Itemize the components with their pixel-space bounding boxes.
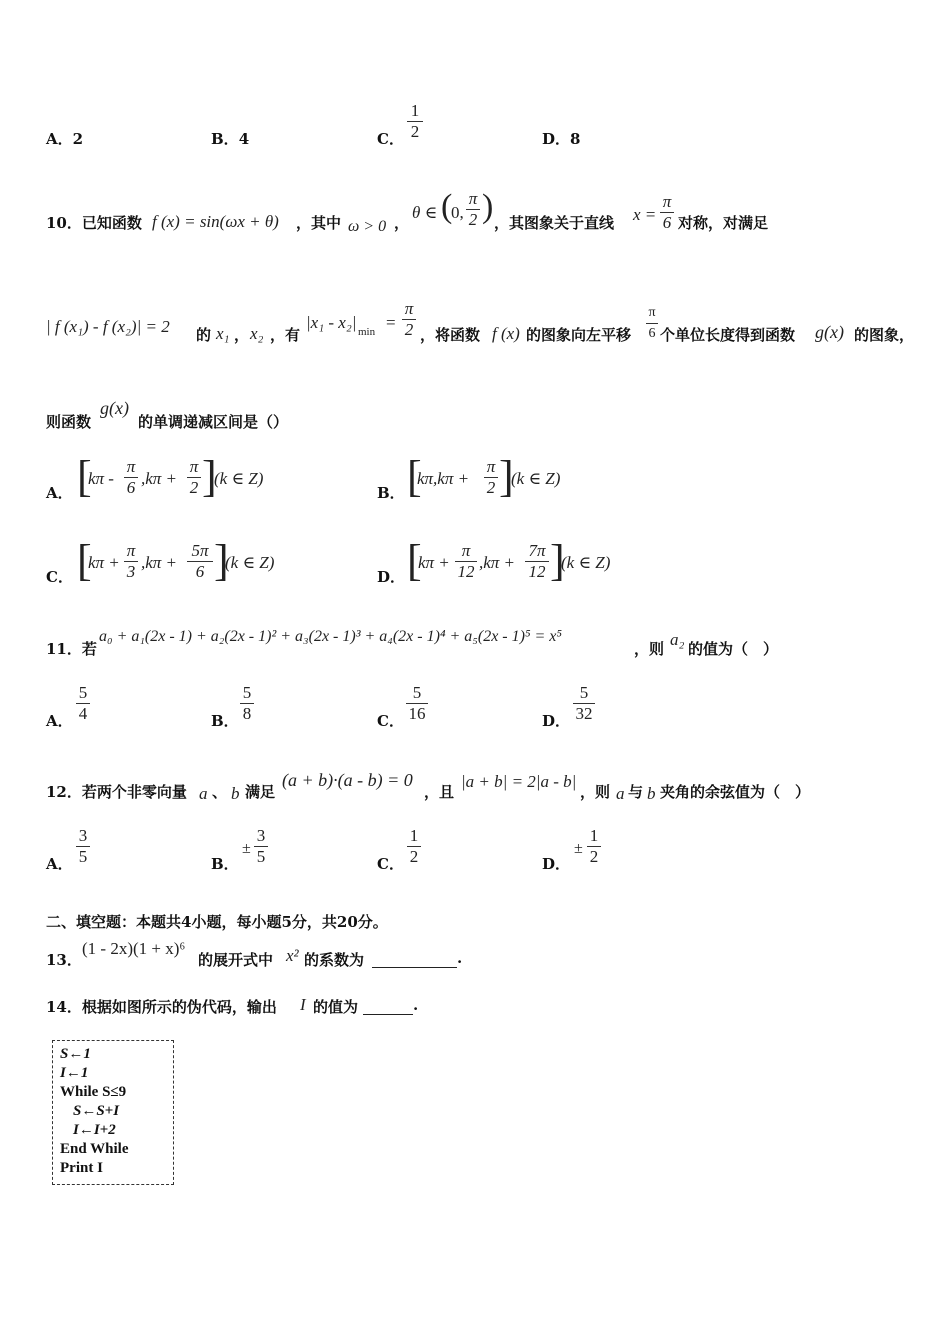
q14-text: 的值为 xyxy=(313,998,359,1016)
q10-option-b-bracket-left: [ xyxy=(407,452,422,501)
q12-condition1: (a + b)·(a - b) = 0 xyxy=(282,770,413,790)
q10-option-b-label: B． xyxy=(377,484,405,502)
q11-a2: a₂ xyxy=(670,630,685,649)
q10-text: ，其图象关于直线 xyxy=(494,214,615,232)
q11-option-c-label: C． xyxy=(377,712,404,730)
q10-text: ，其中 xyxy=(296,214,342,232)
q10-option-c-mid: ,kπ + xyxy=(141,553,178,572)
q11-option-d-label: D． xyxy=(542,712,571,730)
q10-option-b-pre: kπ,kπ + xyxy=(417,469,470,488)
q10-fx: f (x) xyxy=(492,324,520,343)
q11-option-d-fraction: 5 32 xyxy=(573,684,595,723)
q12-text: 满足 xyxy=(245,783,276,801)
q11-option-b-label: B． xyxy=(211,712,239,730)
q10-question: 的单调递减区间是（） xyxy=(138,413,289,431)
q10-option-c-bracket-right: ] xyxy=(214,536,229,585)
q11-number: 11．若 xyxy=(46,640,97,658)
q13-expression: (1 - 2x)(1 + x)⁶ xyxy=(82,939,186,958)
q10-equals: = xyxy=(386,313,396,332)
q10-text: ，将函数 xyxy=(420,326,481,344)
q10-option-a-frac1: π 6 xyxy=(124,458,138,497)
q12-option-d-fraction: 1 2 xyxy=(587,827,601,866)
q10-min-expr: |x₁ - x₂| xyxy=(306,313,357,332)
q10-option-d-pre: kπ + xyxy=(418,553,450,572)
q12-number: 12．若两个非零向量 xyxy=(46,783,187,801)
q10-option-b-post: (k ∈ Z) xyxy=(511,469,561,488)
q10-interval-start: 0, xyxy=(451,203,464,222)
section-heading: 二、填空题：本题共4小题，每小题5分，共20分。 xyxy=(46,913,388,931)
q10-paren-left: ( xyxy=(441,188,453,225)
q10-text: 个单位长度得到函数 xyxy=(660,326,796,344)
q10-option-a-frac2: π 2 xyxy=(187,458,201,497)
q10-text: 的 xyxy=(196,326,212,344)
q12-dun: 、 xyxy=(212,783,228,801)
q10-function: f (x) = sin(ωx + θ) xyxy=(152,212,279,231)
q10-x2: x₂ xyxy=(250,324,264,343)
q12-vector-b: b xyxy=(231,784,240,803)
code-line-4: S←S+I xyxy=(73,1103,120,1119)
q10-option-a-pre: kπ - xyxy=(88,469,114,488)
q12-option-d-sign: ± xyxy=(574,840,583,857)
q12-question: 夹角的余弦值为（ ） xyxy=(660,783,811,801)
q10-pi-over-2b: π 2 xyxy=(402,300,416,339)
q10-theta: θ ∈ xyxy=(412,203,438,222)
code-line-5: I←I+2 xyxy=(73,1122,116,1138)
code-line-7: Print I xyxy=(60,1160,103,1176)
q10-option-b-frac: π 2 xyxy=(484,458,498,497)
q10-option-d-frac1: π 12 xyxy=(455,542,477,581)
q10-sep: ， xyxy=(234,326,250,344)
code-line-1: S←1 xyxy=(60,1046,91,1062)
q10-gx-b: g(x) xyxy=(100,398,129,418)
q14-var-i: I xyxy=(300,995,306,1014)
q10-option-d-mid: ,kπ + xyxy=(479,553,516,572)
q10-option-d-post: (k ∈ Z) xyxy=(561,553,611,572)
code-line-2: I←1 xyxy=(60,1065,89,1081)
q11-text: ，则 xyxy=(634,640,665,658)
q10-shift-pi-over-6: π 6 xyxy=(646,304,658,343)
q10-x1: x₁ xyxy=(216,324,230,343)
q10-text: ，有 xyxy=(270,326,301,344)
q10-min-sub: min xyxy=(358,326,376,338)
q12-option-b-fraction: 3 5 xyxy=(254,827,268,866)
q10-option-c-post: (k ∈ Z) xyxy=(225,553,275,572)
q9-option-d: D．8 xyxy=(542,130,581,148)
q10-comma: ， xyxy=(394,214,410,232)
q12-option-c-fraction: 1 2 xyxy=(407,827,421,866)
q10-option-a-mid: ,kπ + xyxy=(141,469,178,488)
q10-text: 的图象， xyxy=(854,326,915,344)
q10-text: 的图象向左平移 xyxy=(526,326,632,344)
q12-text: ，且 xyxy=(424,783,455,801)
q11-option-b-fraction: 5 8 xyxy=(240,684,254,723)
q11-expression: a₀ + a₁(2x - 1) + a₂(2x - 1)² + a₃(2x - 1)³ + a₄(2x - 1)⁴ + a₅(2x - 1)⁵ = x⁵ xyxy=(99,628,562,645)
q10-option-d-bracket-left: [ xyxy=(407,536,422,585)
q10-option-c-pre: kπ + xyxy=(88,553,120,572)
q12-vector-a: a xyxy=(199,784,208,803)
q12-option-a-fraction: 3 5 xyxy=(76,827,90,866)
q14-answer-blank[interactable]: . xyxy=(363,996,418,1015)
q13-x2: x² xyxy=(286,946,299,965)
q12-option-a-label: A． xyxy=(46,855,73,873)
q10-text: 则函数 xyxy=(46,413,92,431)
q10-text: 对称，对满足 xyxy=(678,214,769,232)
q9-option-c-label: C． xyxy=(377,130,404,148)
q12-option-b-label: B． xyxy=(211,855,239,873)
q12-vector-a-2: a xyxy=(616,784,625,803)
q10-option-c-frac1: π 3 xyxy=(124,542,138,581)
q12-text: 与 xyxy=(628,783,644,801)
q10-option-b-bracket-right: ] xyxy=(499,452,514,501)
q10-option-a-post: (k ∈ Z) xyxy=(214,469,264,488)
q12-option-c-label: C． xyxy=(377,855,404,873)
q13-number: 13． xyxy=(46,951,82,969)
q12-option-b-sign: ± xyxy=(242,840,251,857)
pseudocode-box xyxy=(52,1040,174,1185)
q12-condition2: |a + b| = 2|a - b| xyxy=(461,772,577,791)
q12-vector-b-2: b xyxy=(647,784,656,803)
q10-option-a-bracket-right: ] xyxy=(202,452,217,501)
q10-omega-cond: ω > 0 xyxy=(348,218,387,235)
q10-option-a-label: A． xyxy=(46,484,73,502)
q10-x-eq: x = xyxy=(633,205,657,224)
q11-option-a-fraction: 5 4 xyxy=(76,684,90,723)
code-line-3: While S≤9 xyxy=(60,1084,127,1100)
q13-answer-blank[interactable]: . xyxy=(372,949,462,968)
q13-text: 的展开式中 xyxy=(198,951,274,969)
q9-option-c-fraction: 1 2 xyxy=(407,102,423,141)
q12-option-d-label: D． xyxy=(542,855,571,873)
q9-option-b: B．4 xyxy=(211,130,250,148)
q13-text: 的系数为 xyxy=(304,951,365,969)
q10-pi-over-2: π 2 xyxy=(466,190,480,229)
q10-option-c-frac2: 5π 6 xyxy=(187,542,213,581)
q10-option-d-label: D． xyxy=(377,568,406,586)
q10-option-d-bracket-right: ] xyxy=(550,536,565,585)
q10-option-a-bracket-left: [ xyxy=(77,452,92,501)
q10-option-c-label: C． xyxy=(46,568,73,586)
q10-option-c-bracket-left: [ xyxy=(77,536,92,585)
q9-option-a: A．2 xyxy=(46,130,84,148)
code-line-6: End While xyxy=(60,1141,129,1157)
q10-abs-expr: | f (x₁) - f (x₂)| = 2 xyxy=(46,317,170,336)
q10-paren-right: ) xyxy=(482,188,494,225)
q10-number: 10．已知函数 xyxy=(46,214,142,232)
q11-question: 的值为（ ） xyxy=(688,640,779,658)
q14-number: 14．根据如图所示的伪代码，输出 xyxy=(46,998,277,1016)
q11-option-a-label: A． xyxy=(46,712,73,730)
q10-pi-over-6: π 6 xyxy=(660,193,674,232)
q10-option-d-frac2: 7π 12 xyxy=(525,542,549,581)
q10-gx: g(x) xyxy=(815,322,844,342)
q11-option-c-fraction: 5 16 xyxy=(406,684,428,723)
q12-text: ，则 xyxy=(580,783,611,801)
